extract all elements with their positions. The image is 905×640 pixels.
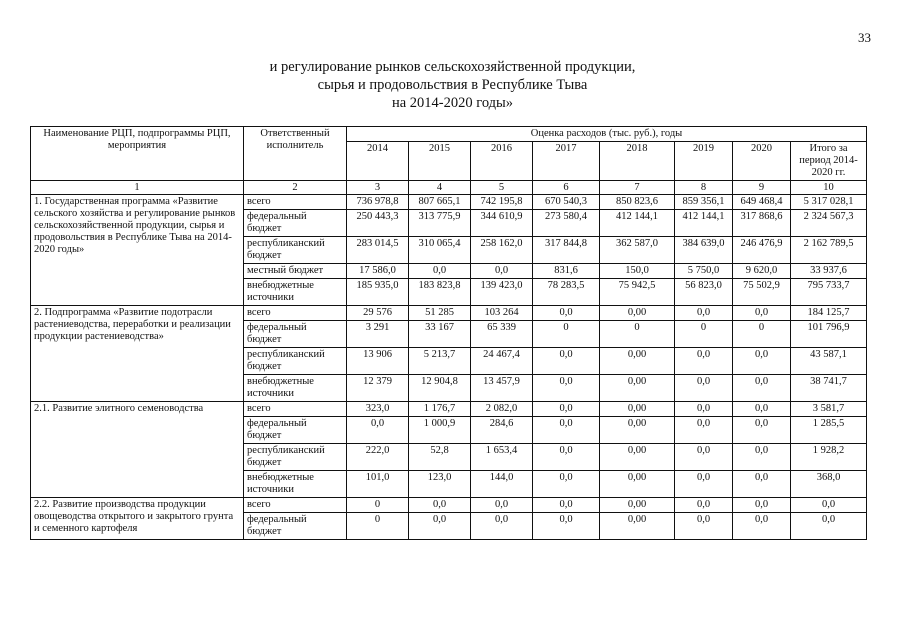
total-value-cell: 1 285,5 — [791, 417, 867, 444]
year-value-cell: 0,00 — [600, 498, 675, 513]
executor-cell: всего — [244, 498, 347, 513]
year-value-cell: 384 639,0 — [675, 237, 733, 264]
year-value-cell: 0 — [533, 321, 600, 348]
year-value-cell: 0 — [347, 513, 409, 540]
year-value-cell: 52,8 — [409, 444, 471, 471]
year-value-cell: 185 935,0 — [347, 279, 409, 306]
document-title — [0, 58, 905, 112]
total-value-cell: 1 928,2 — [791, 444, 867, 471]
year-value-cell: 0,0 — [675, 306, 733, 321]
year-value-cell: 0,0 — [675, 348, 733, 375]
year-value-cell: 12 904,8 — [409, 375, 471, 402]
year-value-cell: 0,0 — [675, 513, 733, 540]
executor-cell: федеральный бюджет — [244, 321, 347, 348]
year-value-cell: 78 283,5 — [533, 279, 600, 306]
year-value-cell: 222,0 — [347, 444, 409, 471]
year-value-cell: 670 540,3 — [533, 195, 600, 210]
year-value-cell: 0,0 — [471, 264, 533, 279]
year-value-cell: 0,00 — [600, 513, 675, 540]
year-value-cell: 273 580,4 — [533, 210, 600, 237]
year-value-cell: 0,0 — [409, 513, 471, 540]
executor-cell: всего — [244, 306, 347, 321]
year-value-cell: 0,0 — [533, 375, 600, 402]
executor-cell: внебюджетные источники — [244, 471, 347, 498]
table-row — [31, 498, 867, 513]
header-year: 2017 — [533, 142, 600, 181]
total-value-cell: 43 587,1 — [791, 348, 867, 375]
header-expense-group: Оценка расходов (тыс. руб.), годы — [347, 127, 867, 142]
year-value-cell: 1 653,4 — [471, 444, 533, 471]
total-value-cell: 0,0 — [791, 513, 867, 540]
year-value-cell: 0,0 — [533, 471, 600, 498]
title-line-3: на 2014-2020 годы» — [391, 95, 514, 111]
year-value-cell: 0,0 — [675, 375, 733, 402]
year-value-cell: 123,0 — [409, 471, 471, 498]
year-value-cell: 0,0 — [675, 444, 733, 471]
header-year: 2016 — [471, 142, 533, 181]
executor-cell: внебюджетные источники — [244, 375, 347, 402]
year-value-cell: 144,0 — [471, 471, 533, 498]
year-value-cell: 831,6 — [533, 264, 600, 279]
year-value-cell: 362 587,0 — [600, 237, 675, 264]
year-value-cell: 0,0 — [675, 498, 733, 513]
year-value-cell: 0 — [600, 321, 675, 348]
year-value-cell: 0 — [733, 321, 791, 348]
year-value-cell: 0,0 — [471, 513, 533, 540]
year-value-cell: 0,0 — [533, 498, 600, 513]
year-value-cell: 258 162,0 — [471, 237, 533, 264]
year-value-cell: 0,0 — [675, 471, 733, 498]
year-value-cell: 310 065,4 — [409, 237, 471, 264]
year-value-cell: 75 502,9 — [733, 279, 791, 306]
year-value-cell: 0,0 — [347, 417, 409, 444]
year-value-cell: 51 285 — [409, 306, 471, 321]
table-row — [31, 402, 867, 417]
year-value-cell: 250 443,3 — [347, 210, 409, 237]
year-value-cell: 0,00 — [600, 348, 675, 375]
year-value-cell: 0,0 — [533, 348, 600, 375]
year-value-cell: 65 339 — [471, 321, 533, 348]
year-value-cell: 0,0 — [533, 513, 600, 540]
year-value-cell: 344 610,9 — [471, 210, 533, 237]
year-value-cell: 0,00 — [600, 471, 675, 498]
year-value-cell: 323,0 — [347, 402, 409, 417]
year-value-cell: 649 468,4 — [733, 195, 791, 210]
year-value-cell: 75 942,5 — [600, 279, 675, 306]
year-value-cell: 0,0 — [533, 402, 600, 417]
table-header — [31, 127, 867, 195]
header-name-col: Наименование РЦП, подпрограммы РЦП, мероприятия — [31, 127, 244, 181]
program-name-cell: 2.1. Развитие элитного семеноводства — [31, 402, 244, 498]
year-value-cell: 1 176,7 — [409, 402, 471, 417]
executor-cell: местный бюджет — [244, 264, 347, 279]
year-value-cell: 0,00 — [600, 375, 675, 402]
total-value-cell: 2 162 789,5 — [791, 237, 867, 264]
executor-cell: всего — [244, 195, 347, 210]
year-value-cell: 33 167 — [409, 321, 471, 348]
year-value-cell: 5 750,0 — [675, 264, 733, 279]
year-value-cell: 859 356,1 — [675, 195, 733, 210]
year-value-cell: 0 — [675, 321, 733, 348]
executor-cell: республиканский бюджет — [244, 237, 347, 264]
year-value-cell: 0 — [347, 498, 409, 513]
total-value-cell: 184 125,7 — [791, 306, 867, 321]
year-value-cell: 3 291 — [347, 321, 409, 348]
year-value-cell: 1 000,9 — [409, 417, 471, 444]
year-value-cell: 0,0 — [733, 498, 791, 513]
header-executor-col: Ответственный исполнитель — [244, 127, 347, 181]
column-number: 2 — [244, 181, 347, 195]
year-value-cell: 742 195,8 — [471, 195, 533, 210]
total-value-cell: 2 324 567,3 — [791, 210, 867, 237]
year-value-cell: 2 082,0 — [471, 402, 533, 417]
executor-cell: федеральный бюджет — [244, 513, 347, 540]
year-value-cell: 5 213,7 — [409, 348, 471, 375]
title-line-1: и регулирование рынков сельскохозяйственной продукции, — [269, 59, 636, 75]
title-line-2: сырья и продовольствия в Республике Тыва — [317, 77, 588, 93]
year-value-cell: 412 144,1 — [675, 210, 733, 237]
total-value-cell: 5 317 028,1 — [791, 195, 867, 210]
year-value-cell: 0,0 — [733, 402, 791, 417]
year-value-cell: 17 586,0 — [347, 264, 409, 279]
year-value-cell: 0,0 — [533, 306, 600, 321]
year-value-cell: 0,00 — [600, 417, 675, 444]
year-value-cell: 9 620,0 — [733, 264, 791, 279]
year-value-cell: 736 978,8 — [347, 195, 409, 210]
year-value-cell: 0,0 — [733, 513, 791, 540]
year-value-cell: 0,0 — [733, 375, 791, 402]
table-row — [31, 306, 867, 321]
header-year: 2014 — [347, 142, 409, 181]
year-value-cell: 103 264 — [471, 306, 533, 321]
year-value-cell: 0,0 — [471, 498, 533, 513]
column-number: 3 — [347, 181, 409, 195]
year-value-cell: 246 476,9 — [733, 237, 791, 264]
column-number: 9 — [733, 181, 791, 195]
year-value-cell: 0,0 — [733, 348, 791, 375]
year-value-cell: 13 906 — [347, 348, 409, 375]
year-value-cell: 24 467,4 — [471, 348, 533, 375]
year-value-cell: 150,0 — [600, 264, 675, 279]
year-value-cell: 29 576 — [347, 306, 409, 321]
year-value-cell: 0,0 — [409, 264, 471, 279]
column-number: 1 — [31, 181, 244, 195]
year-value-cell: 317 868,6 — [733, 210, 791, 237]
total-value-cell: 33 937,6 — [791, 264, 867, 279]
year-value-cell: 0,0 — [733, 306, 791, 321]
budget-table — [30, 126, 867, 540]
column-number: 5 — [471, 181, 533, 195]
year-value-cell: 0,00 — [600, 402, 675, 417]
year-value-cell: 101,0 — [347, 471, 409, 498]
executor-cell: федеральный бюджет — [244, 417, 347, 444]
total-value-cell: 101 796,9 — [791, 321, 867, 348]
year-value-cell: 284,6 — [471, 417, 533, 444]
year-value-cell: 0,0 — [533, 417, 600, 444]
year-value-cell: 313 775,9 — [409, 210, 471, 237]
year-value-cell: 0,0 — [675, 417, 733, 444]
column-number: 8 — [675, 181, 733, 195]
year-value-cell: 317 844,8 — [533, 237, 600, 264]
year-value-cell: 0,00 — [600, 306, 675, 321]
year-value-cell: 850 823,6 — [600, 195, 675, 210]
year-value-cell: 0,0 — [733, 417, 791, 444]
total-value-cell: 795 733,7 — [791, 279, 867, 306]
column-number: 4 — [409, 181, 471, 195]
year-value-cell: 0,00 — [600, 444, 675, 471]
total-value-cell: 0,0 — [791, 498, 867, 513]
executor-cell: внебюджетные источники — [244, 279, 347, 306]
total-value-cell: 368,0 — [791, 471, 867, 498]
year-value-cell: 0,0 — [733, 444, 791, 471]
year-value-cell: 13 457,9 — [471, 375, 533, 402]
header-year: 2020 — [733, 142, 791, 181]
total-value-cell: 3 581,7 — [791, 402, 867, 417]
program-name-cell: 1. Государственная программа «Развитие сельского хозяйства и регулирование рынков сельскохозяйственной продукции, сырья и продовольствия в Республике Тыва на 2014-2020 годы» — [31, 195, 244, 306]
executor-cell: всего — [244, 402, 347, 417]
header-total: Итого за период 2014-2020 гг. — [791, 142, 867, 181]
executor-cell: республиканский бюджет — [244, 444, 347, 471]
year-value-cell: 0,0 — [533, 444, 600, 471]
page-number: 33 — [858, 30, 871, 45]
program-name-cell: 2.2. Развитие производства продукции овощеводства открытого и закрытого грунта и семенного картофеля — [31, 498, 244, 540]
executor-cell: федеральный бюджет — [244, 210, 347, 237]
column-number-row — [31, 181, 867, 195]
year-value-cell: 0,0 — [409, 498, 471, 513]
year-value-cell: 183 823,8 — [409, 279, 471, 306]
column-number: 7 — [600, 181, 675, 195]
year-value-cell: 807 665,1 — [409, 195, 471, 210]
column-number: 6 — [533, 181, 600, 195]
program-name-cell: 2. Подпрограмма «Развитие подотрасли растениеводства, переработки и реализации продукции растениеводства» — [31, 306, 244, 402]
total-value-cell: 38 741,7 — [791, 375, 867, 402]
year-value-cell: 0,0 — [733, 471, 791, 498]
year-value-cell: 283 014,5 — [347, 237, 409, 264]
header-year: 2018 — [600, 142, 675, 181]
table-row — [31, 195, 867, 210]
year-value-cell: 139 423,0 — [471, 279, 533, 306]
year-value-cell: 12 379 — [347, 375, 409, 402]
header-year: 2019 — [675, 142, 733, 181]
year-value-cell: 0,0 — [675, 402, 733, 417]
year-value-cell: 412 144,1 — [600, 210, 675, 237]
header-year: 2015 — [409, 142, 471, 181]
column-number: 10 — [791, 181, 867, 195]
table-body — [31, 195, 867, 540]
year-value-cell: 56 823,0 — [675, 279, 733, 306]
executor-cell: республиканский бюджет — [244, 348, 347, 375]
